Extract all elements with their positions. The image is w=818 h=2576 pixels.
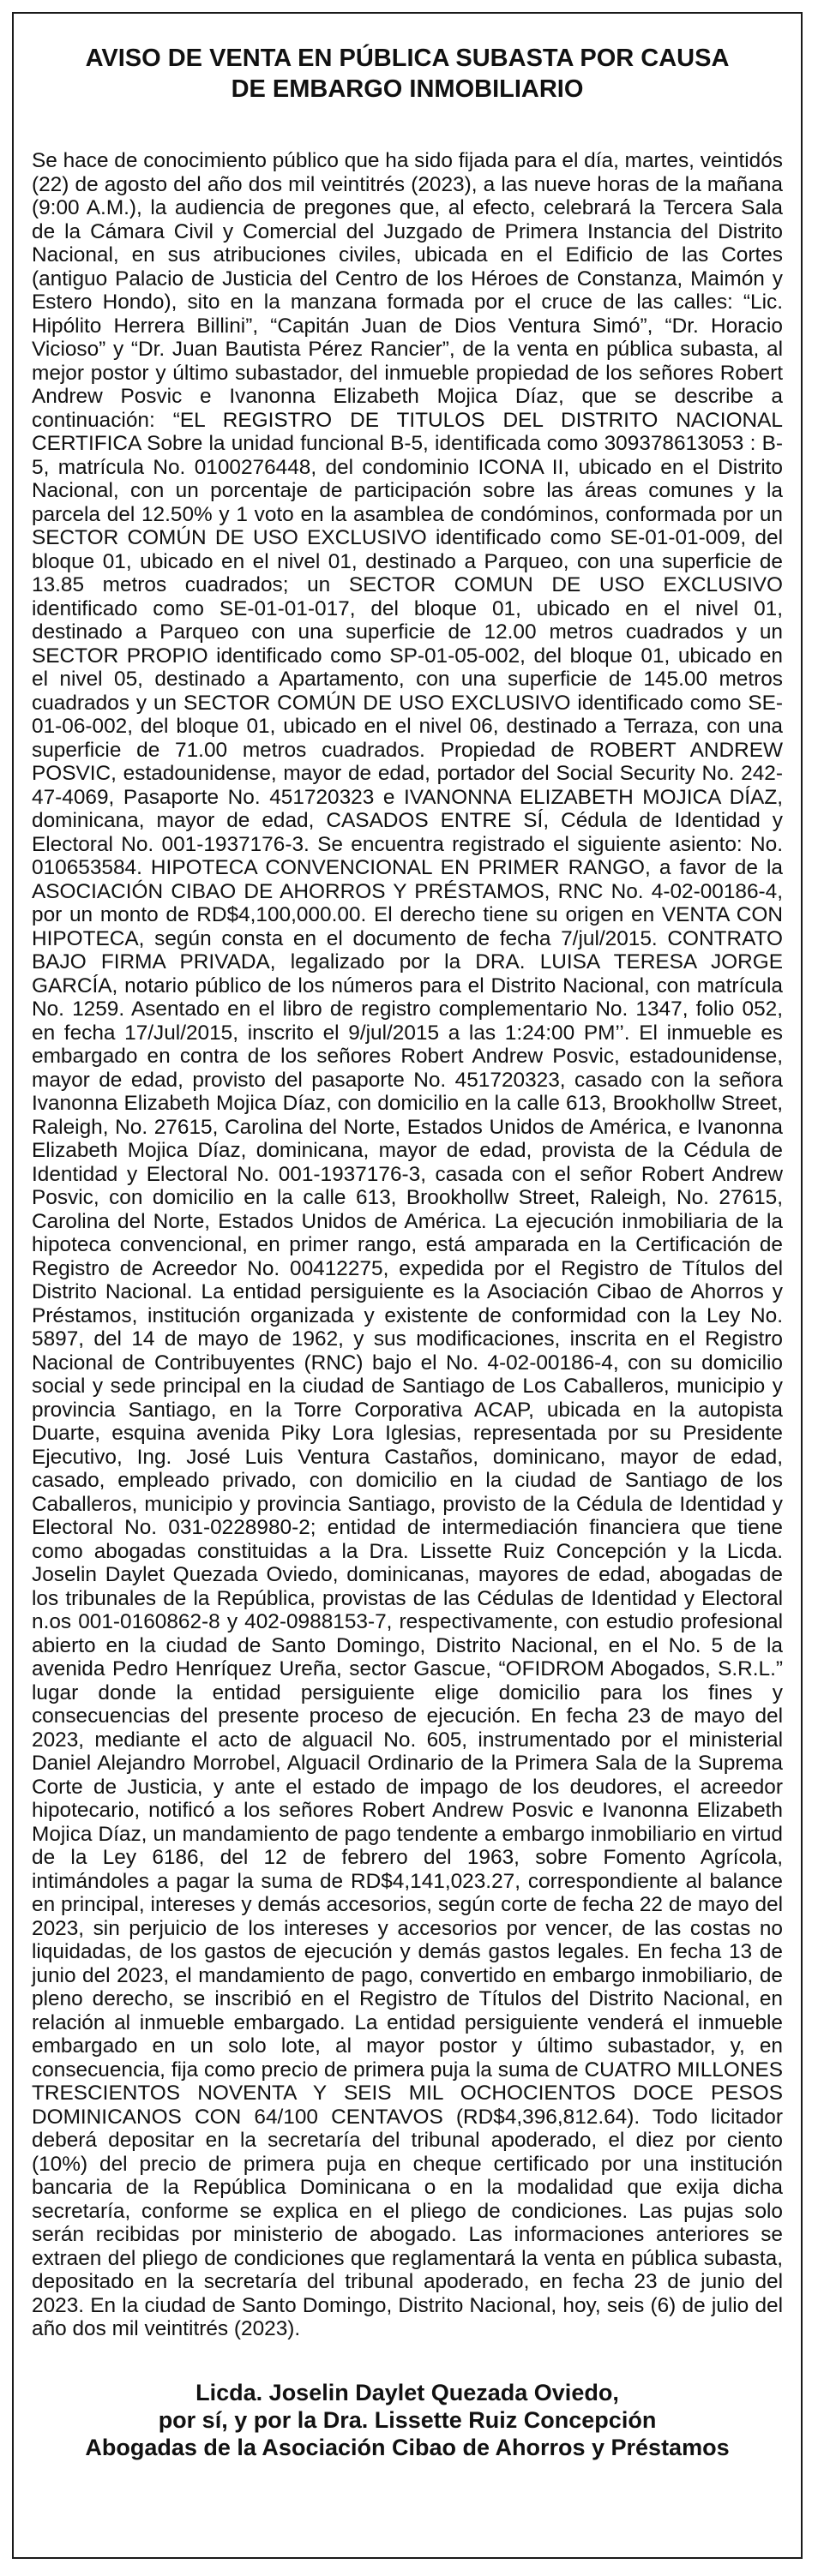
signature-block — [14, 2379, 801, 2461]
legal-notice — [12, 12, 803, 2559]
signature-line-3: Abogadas de la Asociación Cibao de Ahorros y Préstamos — [85, 2434, 730, 2460]
notice-title — [14, 43, 801, 105]
notice-title-line-1: AVISO DE VENTA EN PÚBLICA SUBASTA POR CAUSA — [85, 45, 730, 72]
signature-line-2: por sí, y por la Dra. Lissette Ruiz Concepción — [158, 2406, 657, 2433]
notice-body: Se hace de conocimiento público que ha sido fijada para el día, martes, veintidós (22) de agosto del año dos mil veintitrés (2023), a las nueve horas de la mañana (9:00 A.M.), la audiencia de pregones que, al efecto, celebrará la Tercera Sala de la Cámara Civil y Comercial del Juzgado de Primera Instancia del Distrito Nacional, en sus atribuciones civiles, ubicada en el Edificio de las Cortes (antiguo Palacio de Justicia del Centro de los Héroes de Constanza, Maimón y Estero Hondo), sito en la manzana formada por el cruce de las calles: “Lic. Hipólito Herrera Billini”, “Capitán Juan de Dios Ventura Simó”, “Dr. Horacio Vicioso” y “Dr. Juan Bautista Pérez Rancier”, de la venta en pública subasta, al mejor postor y último subastador, del inmueble propiedad de los señores Robert Andrew Posvic e Ivanonna Elizabeth Mojica Díaz, que se describe a continuación: “EL REGISTRO DE TITULOS DEL DISTRITO NACIONAL CERTIFICA Sobre la unidad funcional B-5, identificada como 309378613053 : B-5, matrícula No. 0100276448, del condominio ICONA II, ubicado en el Distrito Nacional, con un porcentaje de participación sobre las áreas comunes y la parcela del 12.50% y 1 voto en la asamblea de condóminos, conformada por un SECTOR COMÚN DE USO EXCLUSIVO identificado como SE-01-01-009, del bloque 01, ubicado en el nivel 01, destinado a Parqueo, con una superficie de 13.85 metros cuadrados; un SECTOR COMUN DE USO EXCLUSIVO identificado como SE-01-01-017, del bloque 01, ubicado en el nivel 01, destinado a Parqueo con una superficie de 12.00 metros cuadrados y un SECTOR PROPIO identificado como SP-01-05-002, del bloque 01, ubicado en el nivel 05, destinado a Apartamento, con una superficie de 145.00 metros cuadrados y un SECTOR COMÚN DE USO EXCLUSIVO identificado como SE-01-06-002, del bloque 01, ubicado en el nivel 06, destinado a Terraza, con una superficie de 71.00 metros cuadrados. Propiedad de ROBERT ANDREW POSVIC, estadounidense, mayor de edad, portador del Social Security No. 242-47-4069, Pasaporte No. 451720323 e IVANONNA ELIZABETH MOJICA DÍAZ, dominicana, mayor de edad, CASADOS ENTRE SÍ, Cédula de Identidad y Electoral No. 001-1937176-3. Se encuentra registrado el siguiente asiento: No. 010653584. HIPOTECA CONVENCIONAL EN PRIMER RANGO, a favor de la ASOCIACIÓN CIBAO DE AHORROS Y PRÉSTAMOS, RNC No. 4-02-00186-4, por un monto de RD$4,100,000.00. El derecho tiene su origen en VENTA CON HIPOTECA, según consta en el documento de fecha 7/jul/2015. CONTRATO BAJO FIRMA PRIVADA, legalizado por la DRA. LUISA TERESA JORGE GARCÍA, notario público de los números para el Distrito Nacional, con matrícula No. 1259. Asentado en el libro de registro complementario No. 1347, folio 052, en fecha 17/Jul/2015, inscrito el 9/jul/2015 a las 1:24:00 PM’’. El inmueble es embargado en contra de los señores Robert Andrew Posvic, estadounidense, mayor de edad, provisto del pasaporte No. 451720323, casado con la señora Ivanonna Elizabeth Mojica Díaz, con domicilio en la calle 613, Brookhollw Street, Raleigh, No. 27615, Carolina del Norte, Estados Unidos de América, e Ivanonna Elizabeth Mojica Díaz, dominicana, mayor de edad, provista de la Cédula de Identidad y Electoral No. 001-1937176-3, casada con el señor Robert Andrew Posvic, con domicilio en la calle 613, Brookhollw Street, Raleigh, No. 27615, Carolina del Norte, Estados Unidos de América. La ejecución inmobiliaria de la hipoteca convencional, en primer rango, está amparada en la Certificación de Registro de Acreedor No. 00412275, expedida por el Registro de Títulos del Distrito Nacional. La entidad persiguiente es la Asociación Cibao de Ahorros y Préstamos, institución organizada y existente de conformidad con la Ley No. 5897, del 14 de mayo de 1962, y sus modificaciones, inscrita en el Registro Nacional de Contribuyentes (RNC) bajo el No. 4-02-00186-4, con su domicilio social y sede principal en la ciudad de Santiago de Los Caballeros, municipio y provincia Santiago, en la Torre Corporativa ACAP, ubicada en la autopista Duarte, esquina avenida Piky Lora Iglesias, representada por su Presidente Ejecutivo, Ing. José Luis Ventura Castaños, dominicano, mayor de edad, casado, empleado privado, con domicilio en la ciudad de Santiago de los Caballeros, municipio y provincia Santiago, provisto de la Cédula de Identidad y Electoral No. 031-0228980-2; entidad de intermediación financiera que tiene como abogadas constituidas a la Dra. Lissette Ruiz Concepción y la Licda. Joselin Daylet Quezada Oviedo, dominicanas, mayores de edad, abogadas de los tribunales de la República, provistas de las Cédulas de Identidad y Electoral n.os 001-0160862-8 y 402-0988153-7, respectivamente, con estudio profesional abierto en la ciudad de Santo Domingo, Distrito Nacional, en el No. 5 de la avenida Pedro Henríquez Ureña, sector Gascue, “OFIDROM Abogados, S.R.L.” lugar donde la entidad persiguiente elige domicilio para los fines y consecuencias del presente proceso de ejecución. En fecha 23 de mayo del 2023, mediante el acto de alguacil No. 605, instrumentado por el ministerial Daniel Alejandro Morrobel, Alguacil Ordinario de la Primera Sala de la Suprema Corte de Justicia, y ante el estado de impago de los deudores, el acreedor hipotecario, notificó a los señores Robert Andrew Posvic e Ivanonna Elizabeth Mojica Díaz, un mandamiento de pago tendente a embargo inmobiliario en virtud de la Ley 6186, del 12 de febrero del 1963, sobre Fomento Agrícola, intimándoles a pagar la suma de RD$4,141,023.27, correspondiente al balance en principal, intereses y demás accesorios, según corte de fecha 22 de mayo del 2023, sin perjuicio de los intereses y accesorios por vencer, de las costas no liquidadas, de los gastos de ejecución y demás gastos legales. En fecha 13 de junio del 2023, el mandamiento de pago, convertido en embargo inmobiliario, de pleno derecho, se inscribió en el Registro de Títulos del Distrito Nacional, en relación al inmueble embargado. La entidad persiguiente venderá el inmueble embargado en un solo lote, al mayor postor y último subastador, y, en consecuencia, fija como precio de primera puja la suma de CUATRO MILLONES TRESCIENTOS NOVENTA Y SEIS MIL OCHOCIENTOS DOCE PESOS DOMINICANOS CON 64/100 CENTAVOS (RD$4,396,812.64). Todo licitador deberá depositar en la secretaría del tribunal apoderado, el diez por ciento (10%) del precio de primera puja en cheque certificado por una institución bancaria de la República Dominicana o en la modalidad que exija dicha secretaría, conforme se explica en el pliego de condiciones. Las pujas solo serán recibidas por ministerio de abogado. Las informaciones anteriores se extraen del pliego de condiciones que reglamentará la venta en pública subasta, depositado en la secretaría del tribunal apoderado, en fecha 23 de junio del 2023. En la ciudad de Santo Domingo, Distrito Nacional, hoy, seis (6) de julio del año dos mil veintitrés (2023). — [32, 149, 783, 2340]
signature-line-1: Licda. Joselin Daylet Quezada Oviedo, — [195, 2379, 619, 2405]
notice-title-line-2: DE EMBARGO INMOBILIARIO — [231, 75, 584, 103]
